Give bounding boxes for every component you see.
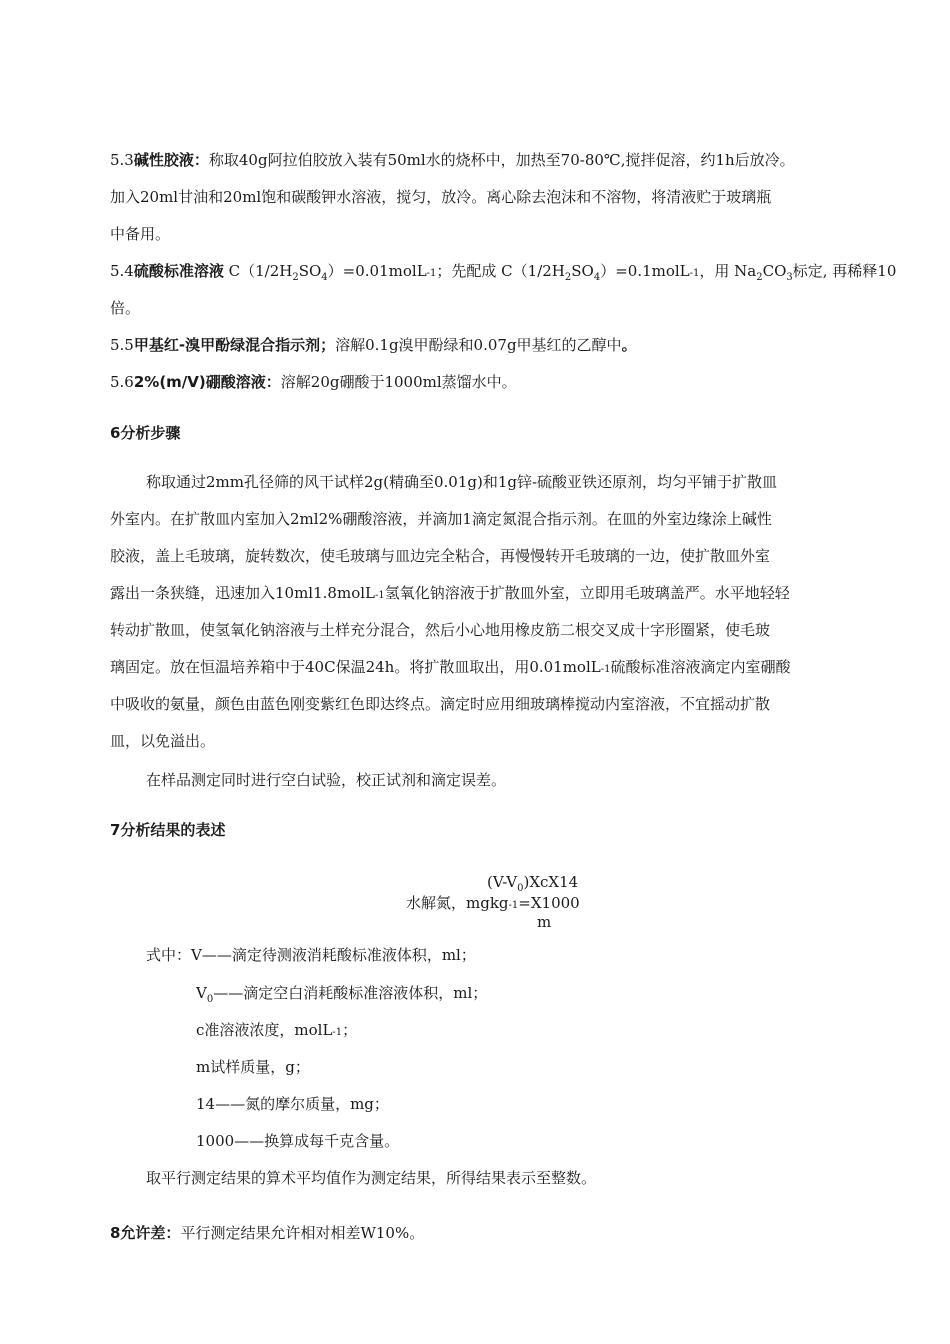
formula-numerator: $(V-V_0)XcX14$ (487, 873, 579, 894)
procedure-line-1: 称取通过2mm孔径筛的风干试样2g(精确至0.01g)和1g锌-硫酸亚铁还原剂，均匀平铺于扩散皿 (146, 473, 778, 491)
section-title: 8允许差： (110, 1224, 181, 1242)
procedure-line-6: 璃固定。放在恒温培养箱中于40C保温24h。将扩散皿取出，用0.01molL-1硫酸标准溶液滴定内室硼酸 (110, 658, 791, 676)
procedure-line-8: 皿，以免溢出。 (110, 732, 216, 750)
blank-test-line: 在样品测定同时进行空白试验，校正试剂和滴定误差。 (146, 771, 507, 789)
section-5-4-line-2: 倍。 (110, 299, 141, 317)
section-number: 5.4 (110, 262, 134, 280)
where-c: c准溶液浓度，molL-1； (196, 1021, 358, 1039)
section-5-3-line-1: 5.3碱性胶液：称取40g阿拉伯胶放入装有50ml水的烧杯中，加热至70-80℃,搅拌促溶，约1h后放冷。 (110, 151, 795, 169)
where-m: m试样质量，g； (196, 1058, 310, 1076)
procedure-line-7: 中吸收的氨量，颜色由蓝色刚变紫红色即达终点。滴定时应用细玻璃棒搅动内室溶液，不宜摇动扩散 (110, 695, 771, 713)
section-number: 5.6 (110, 373, 134, 391)
section-title: 硫酸标准溶液 (133, 262, 224, 280)
result-rounding: 取平行测定结果的算术平均值作为测定结果，所得结果表示至整数。 (146, 1169, 597, 1187)
where-14: 14——氮的摩尔质量，mg； (196, 1095, 389, 1113)
where-1000: 1000——换算成每千克含量。 (196, 1132, 400, 1150)
heading-7: 7分析结果的表述 (110, 821, 226, 839)
section-5-4-line-1: 5.4硫酸标准溶液 $C(1/2H_2SO_4)=0.01molL-1$；先配成 $C(1/2H_2SO_4)=0.1molL-1$，用 $Na_2CO_3$标定, 再稀释10 (110, 262, 897, 283)
where-intro: 式中：V——滴定待测液消耗酸标准液体积，ml； (146, 946, 476, 964)
section-title: 甲基红-溴甲酚绿混合指示剂； (133, 336, 336, 354)
where-v0: $V_0——$滴定空白消耗酸标准溶液体积，ml； (196, 984, 488, 1005)
section-8: 8允许差：平行测定结果允许相对相差W10%。 (110, 1224, 425, 1242)
procedure-line-2: 外室内。在扩散皿内室加入2ml2%硼酸溶液，并滴加1滴定氮混合指示剂。在皿的外室边缘涂上碱性 (110, 510, 772, 528)
section-5-3-line-2: 加入20ml甘油和20ml饱和碳酸钾水溶液，搅匀，放冷。离心除去泡沫和不溶物，将清液贮于玻璃瓶 (110, 188, 772, 206)
procedure-line-5: 转动扩散皿，使氢氧化钠溶液与土样充分混合，然后小心地用橡皮筋二根交叉成十字形圈紧，使毛玻 (110, 621, 771, 639)
section-5-6: 5.62%(m/V)硼酸溶液：溶解20g硼酸于1000ml蒸馏水中。 (110, 373, 517, 391)
procedure-line-3: 胶液，盖上毛玻璃，旋转数次，使毛玻璃与皿边完全粘合，再慢慢转开毛玻璃的一边，使扩散皿外室 (110, 547, 771, 565)
heading-6: 6分析步骤 (110, 424, 181, 442)
section-5-3-line-3: 中备用。 (110, 225, 171, 243)
section-number: 5.5 (110, 336, 134, 354)
section-title: 硼酸溶液： (205, 373, 281, 391)
formula-main: 水解氮，mgkg-1=X1000 (406, 894, 580, 912)
section-5-5: 5.5甲基红-溴甲酚绿混合指示剂；溶解0.1g溴甲酚绿和0.07g甲基红的乙醇中。 (110, 336, 637, 354)
section-number: 5.3 (110, 151, 134, 169)
section-title: 碱性胶液： (133, 151, 209, 169)
formula-denominator: m (537, 913, 552, 931)
procedure-line-4: 露出一条狭缝，迅速加入10ml1.8molL-1氢氧化钠溶液于扩散皿外室，立即用毛玻璃盖严。水平地轻轻 (110, 584, 790, 602)
